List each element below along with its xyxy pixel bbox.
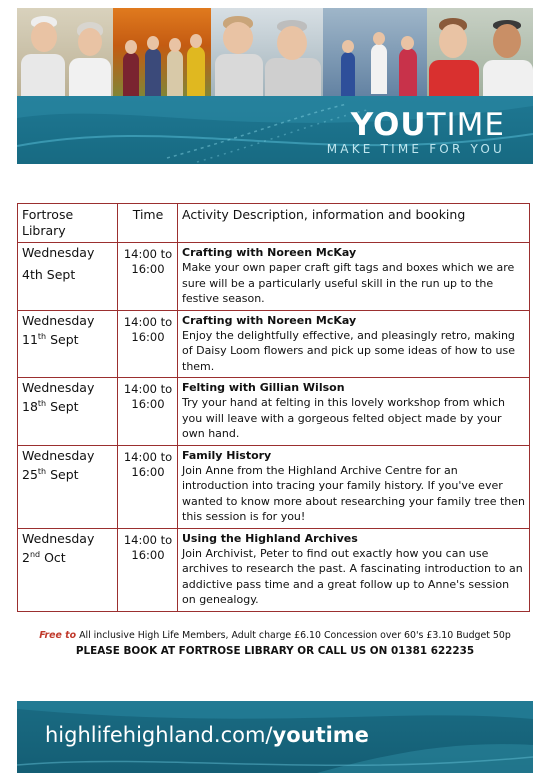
row-date-number: 11 <box>22 331 38 347</box>
activity-description: Try your hand at felting in this lovely workshop from which you will leave with a gorgeous felted object made by your own hand. <box>182 396 505 440</box>
activity-title: Crafting with Noreen McKay <box>182 313 357 327</box>
row-date <box>22 464 114 483</box>
booking-info: PLEASE BOOK AT FORTROSE LIBRARY OR CALL US ON 01381 622235 <box>75 645 475 657</box>
row-day-cell <box>18 310 118 378</box>
activity-title: Family History <box>182 448 272 462</box>
table-row <box>18 243 530 311</box>
row-day-cell <box>18 243 118 311</box>
activity-description: Join Archivist, Peter to find out exactly how you can use archives to research the past. A fascinating introduction to an addictive pass time and a great follow up to Anne's session on genealogy. <box>182 546 523 606</box>
activity-title: Felting with Gillian Wilson <box>182 381 345 394</box>
row-date-suffix: nd <box>29 549 41 559</box>
header-banner <box>17 8 533 164</box>
row-date <box>22 267 114 283</box>
row-day: Wednesday <box>22 312 95 328</box>
activity-schedule-table <box>17 203 530 612</box>
row-time-start: 14:00 to <box>123 247 173 261</box>
price-info <box>0 630 550 641</box>
header-time: Time <box>118 204 178 243</box>
row-date-month: Sept <box>50 331 79 347</box>
row-date-suffix: th <box>37 399 47 408</box>
free-label: Free to <box>39 630 77 641</box>
row-time-end: 16:00 <box>131 547 165 562</box>
header-activity: Activity Description, information and booking <box>178 204 530 243</box>
photo-group-walking <box>113 8 211 102</box>
row-date-suffix: th <box>37 466 47 476</box>
row-day: Wednesday <box>22 380 95 395</box>
row-time-end: 16:00 <box>131 329 165 344</box>
row-time-cell <box>118 528 178 611</box>
row-day-cell <box>18 445 118 528</box>
activity-title: Crafting with Noreen McKay <box>182 246 357 259</box>
youtime-logo <box>327 108 505 156</box>
activity-description: Make your own paper craft gift tags and boxes which we are sure will be a particularly useful skill in the run up to the festive season. <box>182 261 515 305</box>
row-date-number: 2 <box>22 549 30 565</box>
row-date <box>22 547 114 566</box>
row-activity-cell <box>178 445 530 528</box>
logo-time: TIME <box>426 107 505 143</box>
row-date-number: 18 <box>22 399 38 415</box>
photo-sports-hall <box>323 8 427 102</box>
photo-laughing-couple <box>211 8 323 102</box>
logo-wordmark <box>327 108 505 142</box>
row-date-month: Sept <box>46 267 76 282</box>
price-text: All inclusive High Life Members, Adult charge £6.10 Concession over 60's £3.10 Budget 50p <box>76 630 511 641</box>
table-row <box>18 310 530 378</box>
row-time-start: 14:00 to <box>123 449 173 464</box>
row-day-cell <box>18 528 118 611</box>
photo-couple-reading <box>17 8 113 102</box>
logo-tagline: MAKE TIME FOR YOU <box>326 142 505 156</box>
row-time-cell <box>118 378 178 446</box>
row-activity-cell <box>178 310 530 378</box>
row-activity-cell <box>178 528 530 611</box>
row-time-cell <box>118 243 178 311</box>
row-date <box>22 329 114 348</box>
row-date-suffix: th <box>37 331 47 341</box>
row-date <box>22 396 114 415</box>
row-day: Wednesday <box>22 447 95 463</box>
row-time-end: 16:00 <box>131 397 165 411</box>
row-date-number: 4th <box>22 267 43 282</box>
header-location: Fortrose Library <box>18 204 118 243</box>
activity-description: Join Anne from the Highland Archive Centre for an introduction into tracing your family history. If you've ever wanted to know more about researching your family tree then this session is for you! <box>182 463 526 523</box>
row-day: Wednesday <box>22 530 95 546</box>
row-time-start: 14:00 to <box>123 382 173 396</box>
table-row <box>18 378 530 446</box>
row-time-cell <box>118 310 178 378</box>
row-activity-cell <box>178 243 530 311</box>
activity-title: Using the Highland Archives <box>182 531 358 545</box>
row-time-start: 14:00 to <box>123 314 173 329</box>
row-time-end: 16:00 <box>131 262 165 276</box>
table-header-row <box>18 204 530 243</box>
row-day-cell <box>18 378 118 446</box>
row-time-start: 14:00 to <box>123 532 173 547</box>
row-date-month: Sept <box>50 399 79 415</box>
row-date-number: 25 <box>22 466 38 482</box>
row-day: Wednesday <box>22 245 95 260</box>
website-link[interactable] <box>45 723 369 747</box>
row-date-month: Oct <box>44 549 66 565</box>
activity-description: Enjoy the delightfully effective, and pleasingly retro, making of Daisy Loom flowers and pick up some ideas of how to use them. <box>182 328 515 373</box>
row-time-end: 16:00 <box>131 464 165 479</box>
url-path: youtime <box>272 723 369 747</box>
url-domain: highlifehighland.com/ <box>45 723 273 747</box>
footer-banner <box>17 701 533 773</box>
row-time-cell <box>118 445 178 528</box>
row-date-month: Sept <box>50 466 79 482</box>
table-row <box>18 528 530 611</box>
photo-strip <box>17 8 533 102</box>
photo-happy-pair <box>427 8 533 102</box>
row-activity-cell <box>178 378 530 446</box>
table-row <box>18 445 530 528</box>
logo-you: YOU <box>350 107 427 143</box>
